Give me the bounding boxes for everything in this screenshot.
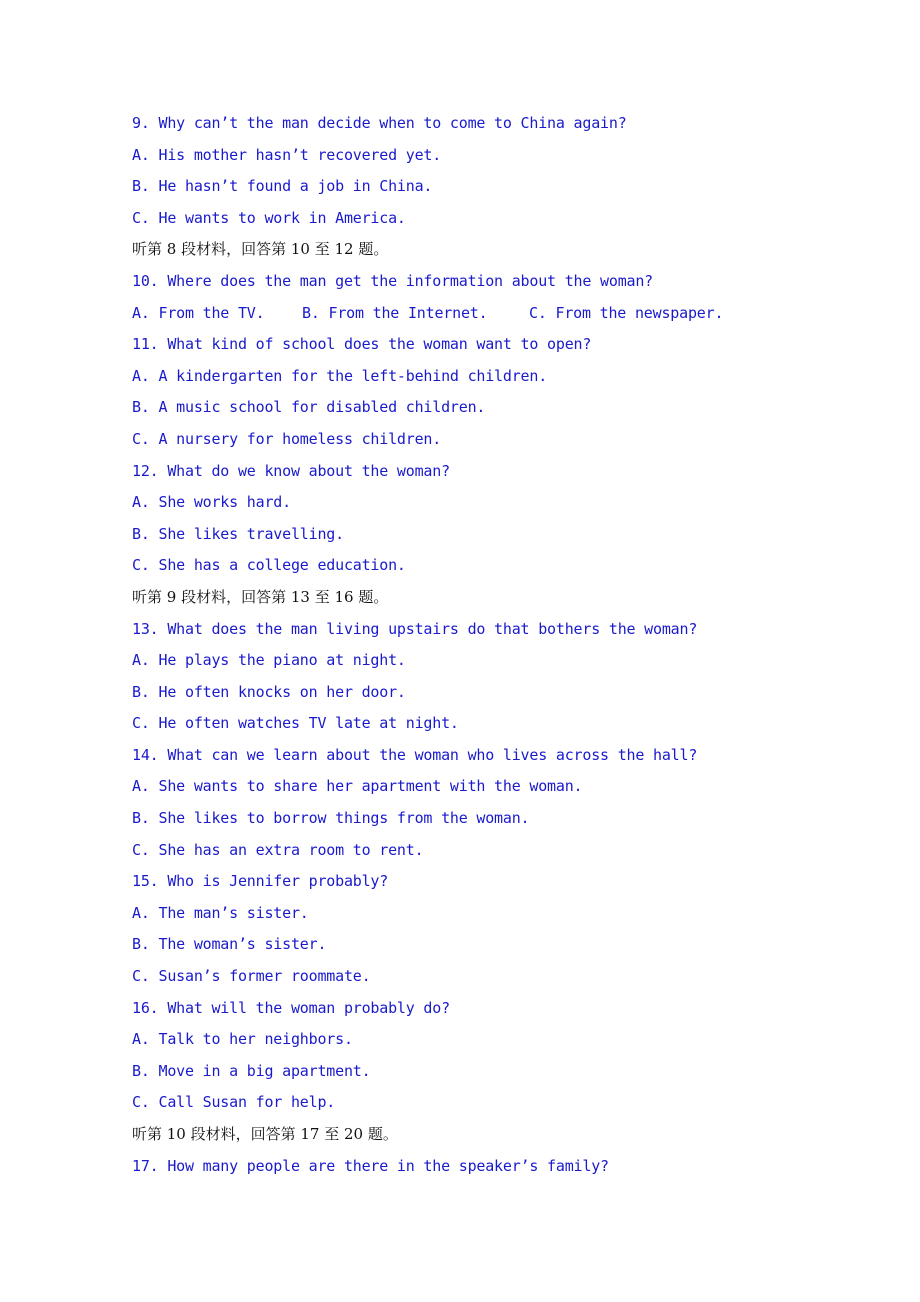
option-14c: C. She has an extra room to rent. — [132, 840, 424, 859]
option-9c: C. He wants to work in America. — [132, 208, 406, 227]
option-15b: B. The woman’s sister. — [132, 935, 327, 954]
question-9: 9. Why can’t the man decide when to come to China again? — [132, 114, 627, 132]
option-10c: C. From the newspaper. — [529, 303, 724, 322]
section-heading-8: 听第 8 段材料，回答第 10 至 12 题。 — [132, 240, 389, 259]
option-10a: A. From the TV. — [132, 303, 265, 322]
option-10b: B. From the Internet. — [302, 303, 488, 322]
option-9a: A. His mother hasn’t recovered yet. — [132, 145, 442, 164]
option-9b: B. He hasn’t found a job in China. — [132, 177, 433, 196]
question-15: 15. Who is Jennifer probably? — [132, 872, 389, 891]
question-11: 11. What kind of school does the woman want to open? — [132, 335, 592, 354]
option-12c: C. She has a college education. — [132, 556, 406, 575]
option-11a: A. A kindergarten for the left-behind children. — [132, 366, 548, 385]
option-12a: A. She works hard. — [132, 493, 291, 512]
section-heading-9: 听第 9 段材料，回答第 13 至 16 题。 — [132, 587, 389, 606]
option-14a: A. She wants to share her apartment with the woman. — [132, 777, 583, 796]
question-13: 13. What does the man living upstairs do that bothers the woman? — [132, 619, 698, 638]
option-16c: C. Call Susan for help. — [132, 1093, 336, 1112]
option-16b: B. Move in a big apartment. — [132, 1061, 371, 1080]
section-heading-10: 听第 10 段材料，回答第 17 至 20 题。 — [132, 1125, 398, 1143]
option-14b: B. She likes to borrow things from the woman. — [132, 809, 530, 828]
question-10: 10. Where does the man get the information about the woman? — [132, 271, 654, 290]
option-15a: A. The man’s sister. — [132, 903, 309, 922]
option-13a: A. He plays the piano at night. — [132, 651, 406, 670]
option-13c: C. He often watches TV late at night. — [132, 714, 459, 733]
question-12: 12. What do we know about the woman? — [132, 461, 450, 480]
option-13b: B. He often knocks on her door. — [132, 682, 406, 701]
option-11b: B. A music school for disabled children. — [132, 398, 486, 417]
question-17: 17. How many people are there in the speaker’s family? — [132, 1156, 609, 1175]
option-15c: C. Susan’s former roommate. — [132, 967, 371, 986]
option-16a: A. Talk to her neighbors. — [132, 1030, 353, 1049]
question-14: 14. What can we learn about the woman who lives across the hall? — [132, 745, 698, 764]
question-16: 16. What will the woman probably do? — [132, 998, 450, 1017]
options-row-10 — [132, 298, 852, 330]
option-11c: C. A nursery for homeless children. — [132, 429, 442, 448]
option-12b: B. She likes travelling. — [132, 524, 344, 543]
question-list — [132, 108, 852, 1182]
